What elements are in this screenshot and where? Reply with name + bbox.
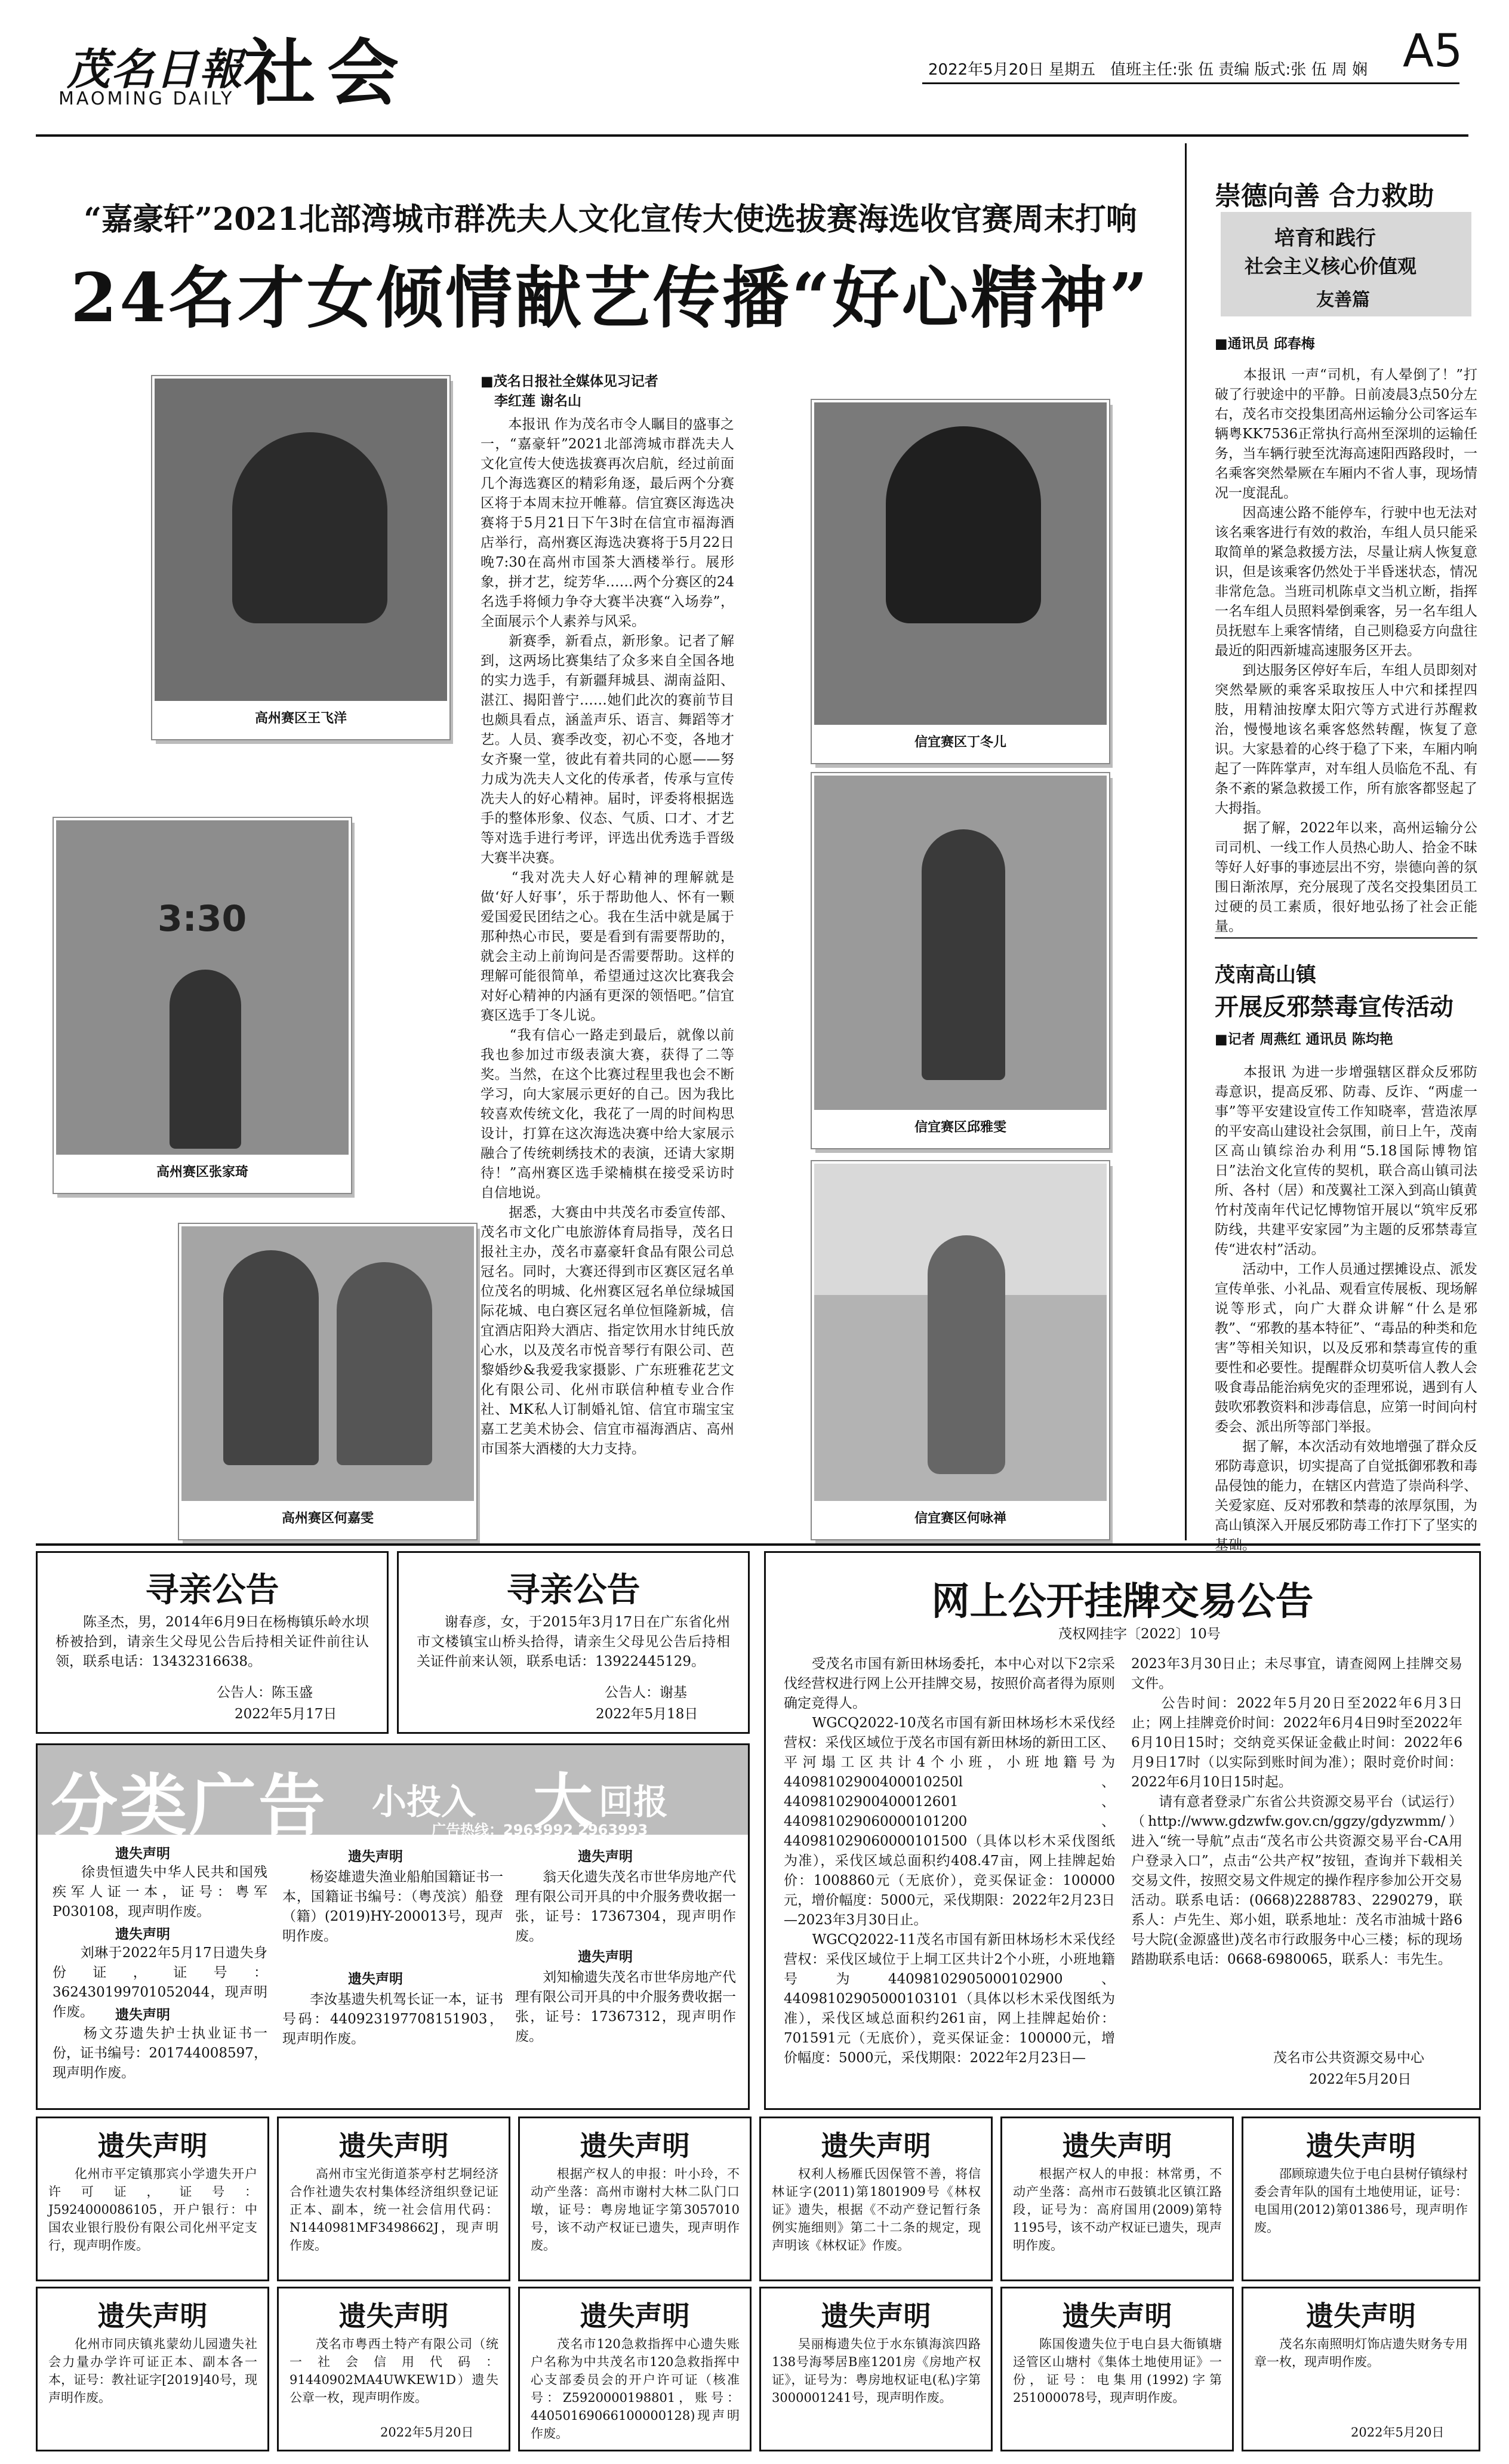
editor-info: 值班主任:张 伍 责编 版式:张 伍 周 娴 (1110, 61, 1368, 79)
lost-notice (1242, 2117, 1480, 2281)
photo-figure (337, 1262, 432, 1465)
lost-notice-title: 遗失声明 (338, 2300, 449, 2332)
photo-figure (232, 432, 387, 623)
photo-figure (928, 1235, 1005, 1474)
photo-contestant-3 (54, 818, 351, 1193)
notice-sign: 公告人：陈玉盛 (217, 1685, 313, 1700)
lost-notice-body: 茂名东南照明灯饰店遗失财务专用章一枚，现声明作废。 (1254, 2337, 1468, 2369)
banner-line-1: 培育和践行 (1274, 226, 1376, 250)
lost-notice-body: 吴丽梅遗失位于水东镇海滨四路138号海琴居B座1201房《房地产权证》，证号为：粤房地权证电(私)字第3000001241号，现声明作废。 (772, 2337, 981, 2405)
guapai-subtitle: 茂权网挂字〔2022〕10号 (1058, 1626, 1221, 1642)
notice-xunqin-2 (397, 1551, 750, 1734)
ad-title: 遗失声明 (578, 1949, 633, 1965)
masthead-rule-main (36, 134, 1468, 137)
main-headline: 24名才女倾情献艺传播“好心精神” (70, 259, 1150, 337)
banner-line-3: 友善篇 (1316, 290, 1370, 310)
ad-title: 遗失声明 (578, 1848, 633, 1865)
photo-figure (922, 829, 1005, 1080)
notice-date: 2022年5月18日 (596, 1706, 698, 1722)
ads-banner-small-1: 小投入 (372, 1782, 476, 1822)
lost-notice-title: 遗失声明 (580, 2130, 690, 2162)
clock-sign: 3:30 (158, 898, 247, 940)
masthead (0, 0, 1509, 143)
ads-banner-big: 大 (533, 1766, 593, 1837)
lost-notice-body: 根据产权人的申报：林常勇，不动产坐落：高州市石鼓镇北区镇江路段，证号为：高府国用(2009)第特1195号，该不动产权证已遗失，现声明作废。 (1013, 2167, 1222, 2253)
photo-figure (170, 970, 241, 1149)
notice-body: 陈圣杰，男，2014年6月9日在杨梅镇乐岭水坝桥被拾到，请亲生父母见公告后持相关证件前往认领，联系电话：13432316638。 (56, 1614, 369, 1669)
lost-notice-title: 遗失声明 (821, 2130, 931, 2162)
ad-body: 翁天化遗失茂名市世华房地产代理有限公司开具的中介服务费收据一张，证号：17367304，现声明作废。 (515, 1869, 736, 1944)
lost-notice (1242, 2287, 1480, 2451)
lost-notice-body: 根据产权人的申报：叶小玲，不动产坐落：高州市谢村大林二队门口墩，证号：粤房地证字第3057010号，该不动产权证已遗失，现声明作废。 (531, 2167, 740, 2253)
lost-notice-body: 陈国俊遗失位于电白县大衙镇塘迳管区山塘村《集体土地使用证》一份，证号：电集用(1992)字第251000078号，现声明作废。 (1013, 2337, 1222, 2405)
sidebar-body-1: 本报讯 一声“司机，有人晕倒了！”打破了行驶途中的平静。日前凌晨3点50分左右，茂名市交投集团高州运输分公司客运车辆粤KK7536正常执行高州至深圳的运输任务，当车辆行驶至沈海高速阳西路段时，一名乘客突然晕厥在车厢内不省人事，现场情况一度混乱。 因高速公路不能停车，行驶中也无法对该名乘客进行有效的救治，车组人员只能采取简单的紧急救援方法，尽量让病人恢复意识，但是该乘客仍然处于半昏迷状态，情况非常危急。当班司机陈卓文当机立断，指挥一名车组人员照料晕倒乘客，另一名车组人员抚慰车上乘客情绪，自己则稳妥方向盘往最近的阳西新墟高速服务区开去。 到达服务区停好车后，车组人员即刻对突然晕厥的乘客采取按压人中穴和揉捏四肢，用精油按摩太阳穴等方式进行苏醒救治，慢慢地该名乘客悠然转醒，恢复了意识。大家悬着的心终于稳了下来，车厢内响起了一阵阵掌声，对车组人员临危不乱、有条不紊的紧急救援工作，所有旅客都竖起了大拇指。 据了解，2022年以来，高州运输分公司司机、一线工作人员热心助人、拾金不昧等好人好事的事迹层出不穷，崇德向善的氛围日渐浓厚，充分展现了茂名交投集团员工过硬的员工素质，很好地弘扬了社会正能量。 (1215, 367, 1477, 934)
sidebar (1197, 143, 1480, 1540)
page-number: A5 (1403, 24, 1463, 77)
main-story (36, 143, 1185, 1540)
sidebar-divider (1215, 937, 1477, 939)
ad-title: 遗失声明 (115, 1845, 170, 1862)
main-body: 本报讯 作为茂名市令人瞩目的盛事之一，“嘉豪轩”2021北部湾城市群冼夫人文化宣传大使选拔赛再次启航，经过前面几个海选赛区的精彩角逐，最后两个分赛区将于本周末拉开帷幕。信宜赛区海选决赛将于5月21日下午3时在信宜市福海酒店举行，高州赛区海选决赛将于5月22日晚7:30在高州市国茶大酒楼举行。展形象，拼才艺，绽芳华……两个分赛区的24名选手将倾力争夺大赛半决赛“入场券”，全面展示个人素养与风采。 新赛季，新看点，新形象。记者了解到，这两场比赛集结了众多来自全国各地的实力选手，有新疆拜城县、湖南益阳、湛江、揭阳普宁……她们此次的赛前节目也颇具看点，涵盖声乐、语言、舞蹈等才艺。人员、赛季改变，初心不变，各地才女齐聚一堂，彼此有着共同的心愿——努力成为冼夫人文化的传承者，传承与宣传冼夫人的好心精神。届时，评委将根据选手的整体形象、仪态、气质、口才、才艺等对选手进行考评，评选出优秀选手晋级大赛半决赛。 “我对冼夫人好心精神的理解就是做‘好人好事’，乐于帮助他人、怀有一颗爱国爱民团结之心。我在生活中就是属于那种热心市民，要是看到有需要帮助的，就会主动上前询问是否需要帮助。这样的理解可能很简单，希望通过这次比赛我会对好心精神的内涵有更深的领悟吧。”信宜赛区选手丁冬儿说。 “我有信心一路走到最后，就像以前我也参加过市级表演大赛，获得了二等奖。当然，在这个比赛过程里我也会不断学习，向大家展示更好的自己。因为我比较喜欢传统文化，我花了一周的时间构思设计，打算在这次海选决赛中给大家展示融合了传统刺绣技术的表演，还请大家期待！”高州赛区选手梁楠棋在接受采访时自信地说。 据悉，大赛由中共茂名市委宣传部、茂名市文化广电旅游体育局指导，茂名日报社主办，茂名市嘉豪轩食品有限公司总冠名。同时，大赛还得到市区赛区冠名单位茂名的明城、化州赛区冠名单位绿城国际花城、电白赛区冠名单位恒隆新城，信宜酒店阳羚大酒店、指定饮用水甘纯氏放心水，以及茂名市悦音琴行有限公司、芭黎婚纱&我爱我家摄影、广东班雅花艺文化有限公司、化州市联信种植专业合作社、MK私人订制婚礼馆、信宜市瑞宝宝嘉工艺美术协会、信宜市福海酒店、高州市国茶大酒楼的大力支持。 (481, 417, 734, 1457)
lost-notice-title: 遗失声明 (1062, 2300, 1172, 2332)
ads-banner-small-2: 回报 (599, 1782, 669, 1822)
lost-notice-title: 遗失声明 (580, 2300, 690, 2332)
lost-notice (518, 2287, 752, 2451)
photo-caption: 信宜赛区邱雅雯 (814, 1110, 1107, 1146)
lost-notice-title: 遗失声明 (97, 2300, 208, 2332)
sidebar-byline-1: ■通讯员 邱春梅 (1215, 336, 1315, 352)
notice-title: 寻亲公告 (145, 1570, 279, 1610)
photo-caption: 高州赛区王飞洋 (155, 701, 447, 737)
guapai-sign: 茂名市公共资源交易中心 (1273, 2050, 1424, 2066)
notice-sign: 公告人：谢基 (605, 1685, 687, 1700)
lost-notice (277, 2117, 510, 2281)
lost-notice-title: 遗失声明 (97, 2130, 208, 2162)
banner-line-2: 社会主义核心价值观 (1245, 255, 1417, 278)
ads-hotline: 广告热线：2963992 2963993 (432, 1822, 648, 1838)
sidebar-byline-2: ■记者 周燕红 通讯员 陈均艳 (1215, 1032, 1393, 1047)
lost-notice (1000, 2117, 1234, 2281)
photo-contestant-6 (812, 1161, 1109, 1539)
classified-ads (36, 1743, 750, 2110)
main-byline: ■茂名日报社全媒体见习记者 李红莲 谢名山 (481, 373, 658, 409)
paper-english-name: MAOMING DAILY (58, 88, 235, 109)
notice-body: 谢春彦，女，于2015年3月17日在广东省化州市文楼镇宝山桥头拾得，请亲生父母见公告后持相关证件前来认领，联系电话：13922445129。 (417, 1614, 730, 1669)
sidebar-title-1: 崇德向善 合力救助 (1215, 181, 1434, 211)
lost-notice-body: 化州市平定镇那宾小学遗失开户许可证，证号：J5924000086105，开户银行：中国农业银行股份有限公司化州平定支行，现声明作废。 (48, 2167, 257, 2253)
section-divider (36, 1543, 1480, 1546)
guapai-body-left: 受茂名市国有新田林场委托，本中心对以下2宗采伐经营权进行网上公开挂牌交易，按照价高者得为原则确定竞得人。 WGCQ2022-10茂名市国有新田林场杉木采伐经营权：采伐区域位于茂名市国有新田林场的新田工区、平河塌工区共计4个小班，小班地籍号为44098102900400010250l、44098102900400012601、44098102906000010120​0、44098102906000010150​0（具体以杉木采伐图纸为准），采伐区域总面积约408.47亩，网上挂牌起始价：1008860元（无底价），竞买保证金：100000元，增价幅度：5000元，采伐期限：2022年2月23日—2023年3月30日止。 WGCQ2022-11茂名市国有新田林场杉木采伐经营权：采伐区域位于上垌工区共计2个小班，小班地籍号为44098102905000102900、44098102905000103101（具体以杉木采伐图纸为准），采伐区域总面积约261亩，网上挂牌起始价：701591元（无底价），竞买保证金：100000元，增价幅度：5000元，采伐期限：2022年2月23日— (784, 1656, 1115, 2066)
guapai-date: 2022年5月20日 (1309, 2072, 1412, 2087)
photo-figure (886, 426, 1041, 623)
photo-figure (223, 1250, 319, 1465)
lost-notice-body: 权利人杨雁氏因保管不善，将信林证字(2011)第1801909号《林权证》遗失，根据《不动产登记暂行条例实施细则》第二十二条的规定，现声明该《林权证》作废。 (772, 2167, 981, 2253)
date-info: 2022年5月20日 星期五 (928, 61, 1096, 79)
notice-xunqin-1 (36, 1551, 389, 1734)
lost-notice (1000, 2287, 1234, 2451)
lost-notice-date: 2022年5月20日 (380, 2425, 474, 2440)
ad-title: 遗失声明 (115, 2007, 170, 2023)
masthead-rule (922, 82, 1459, 84)
photo-caption: 高州赛区张家琦 (56, 1155, 349, 1191)
photo-caption: 信宜赛区何咏禅 (814, 1501, 1107, 1537)
lost-notice-date: 2022年5月20日 (1351, 2425, 1445, 2440)
lost-notice-body: 化州市同庆镇兆蒙幼儿园遗失社会力量办学许可证正本、副本各一本，证号：教社证字[2019]40号，现声明作废。 (48, 2337, 257, 2405)
lost-notice-title: 遗失声明 (1306, 2300, 1416, 2332)
photo-contestant-2 (812, 400, 1109, 763)
ad-body: 李汝基遗失机驾长证一本，证书号码：440923197708151903，现声明作废。 (282, 1992, 503, 2047)
ads-banner-main: 分类广告 (51, 1767, 328, 1845)
ad-body: 杨姿雄遗失渔业船舶国籍证书一本，国籍证书编号：（粤茂滨）船登（籍）(2019)HY-200013号，现声明作废。 (282, 1869, 503, 1944)
lost-notice-body: 高州市宝光街道茶亭村艺垌经济合作社遗失农村集体经济组织登记证正本、副本，统一社会信用代码：N1440981MF3498662J，现声明作废。 (290, 2167, 498, 2253)
guapai-body-right: 2023年3月30日止；未尽事宜，请查阅网上挂牌交易文件。 公告时间：2022年5月20日至2022年6月3日止；网上挂牌竞价时间：2022年6月4日9时至2022年6月10日15时；交纳竞买保证金截止时间：2022年6月9日17时（以实际到账时间为准）；限时竞价时间：2022年6月10日15时起。 请有意者登录广东省公共资源交易平台（试运行）（http://www.gdzwfw.gov.cn/ggzy/gdyzwmm/）进入“统一导航”点击“茂名市公共资源交易平台-CA用户登录入口”，点击“公共产权”按钮，查询并下载相关交易文件，按照交易文件规定的操作程序参加公开交易活动。联系电话：(0668)2288783、2290279，联系人：卢先生、郑小姐，联系地址：茂名市油城十路6号大院(金源盛世)茂名市行政服务中心三楼；标的现场踏勘联系电话：0668-6980065，联系人：韦先生。 (1131, 1656, 1462, 1967)
sidebar-body-2: 本报讯 为进一步增强辖区群众反邪防毒意识，提高反邪、防毒、反诈、“两虚一事”等平安建设宣传工作知晓率，营造浓厚的平安高山建设社会氛围，前日上午，茂南区高山镇综治办利用“5.18国际博物馆日”法治文化宣传的契机，联合高山镇司法所、各村（居）和茂翼社工深入到高山镇黄竹村茂南年代记忆博物馆开展以“筑牢反邪防线，共建平安家园”为主题的反邪禁毒宣传“进农村”活动。 活动中，工作人员通过摆摊设点、派发宣传单张、小礼品、观看宣传展板、现场解说等形式，向广大群众讲解“什么是邪教”、“邪教的基本特征”、“毒品的种类和危害”等相关知识，以及反邪和禁毒宣传的重要性和必要性。提醒群众切莫听信人教人会吸食毒品能治病免灾的歪理邪说，遇到有人鼓吹邪教资料和涉毒信息，应第一时间向村委会、派出所等部门举报。 据了解，本次活动有效地增强了群众反邪防毒意识，切实提高了自觉抵御邪教和毒品侵蚀的能力，在辖区内营造了崇尚科学、关爱家庭、反对邪教和禁毒的浓厚氛围，为高山镇深入开展反邪防毒工作打下了坚实的 (1215, 1065, 1477, 1533)
lost-notice (36, 2117, 269, 2281)
lost-notice (759, 2287, 993, 2451)
main-kicker: “嘉豪轩”2021北部湾城市群冼夫人文化宣传大使选拔赛海选收官赛周末打响 (84, 201, 1137, 238)
lost-notice-body: 茂名市120急救指挥中心遗失账户名称为中共茂名市120急救指挥中心支部委员会的开户许可证（核准号：Z5920000198801，账号：44050169066100000128)现声明作废。 (531, 2337, 740, 2441)
notice-guapai (764, 1551, 1481, 2110)
lost-notice-body: 邵顾琼遗失位于电白县树仔镇绿村委会青年队的国有土地使用证，证号：电国用(2012)第01386号，现声明作废。 (1254, 2167, 1468, 2235)
lost-notice (36, 2287, 269, 2451)
lost-notice (759, 2117, 993, 2281)
ads-banner (38, 1745, 748, 1845)
notice-title: 寻亲公告 (506, 1570, 640, 1610)
paper-logo: 茂名日報 (67, 44, 244, 94)
notice-date: 2022年5月17日 (235, 1706, 337, 1722)
lost-notice-title: 遗失声明 (338, 2130, 449, 2162)
photo-contestant-1 (152, 376, 449, 739)
lost-notice-body: 茂名市粤西土特产有限公司（统一社会信用代码：91440902MA4UWKEW1D）遗失公章一枚，现声明作废。 (290, 2337, 498, 2405)
photo-contestant-5 (179, 1224, 476, 1539)
ad-body: 刘知榆遗失茂名市世华房地产代理有限公司开具的中介服务费收据一张，证号：17367312，现声明作废。 (515, 1970, 736, 2044)
values-banner (1221, 212, 1471, 316)
ad-body: 杨文芬遗失护士执业证书一份，证书编号：201744008597，现声明作废。 (53, 2026, 267, 2081)
photo-contestant-4 (812, 773, 1109, 1148)
ad-title: 遗失声明 (115, 1926, 170, 1942)
lost-notice-grid (36, 2117, 1480, 2451)
section-title: 社会 (244, 31, 411, 115)
sidebar-title-2: 开展反邪禁毒宣传活动 (1215, 993, 1453, 1021)
photo-caption: 信宜赛区丁冬儿 (814, 725, 1107, 761)
ad-title: 遗失声明 (348, 1971, 403, 1987)
sidebar-kicker-2: 茂南高山镇 (1215, 963, 1316, 987)
photo-caption: 高州赛区何嘉雯 (181, 1501, 474, 1537)
guapai-title: 网上公开挂牌交易公告 (931, 1579, 1314, 1624)
lost-notice-title: 遗失声明 (1062, 2130, 1172, 2162)
lost-notice (518, 2117, 752, 2281)
ad-title: 遗失声明 (348, 1848, 403, 1865)
ad-body: 徐贵恒遗失中华人民共和国残疾军人证一本，证号：粤军P030108，现声明作废。 (53, 1865, 267, 1919)
lost-notice (277, 2287, 510, 2451)
ad-body: 刘琳于2022年5月17日遗失身份证，证号：362430199701052044，现声明作废。 (53, 1945, 267, 2020)
headline-rule (1185, 143, 1187, 1540)
lost-notice-title: 遗失声明 (1306, 2130, 1416, 2162)
lost-notice-title: 遗失声明 (821, 2300, 931, 2332)
